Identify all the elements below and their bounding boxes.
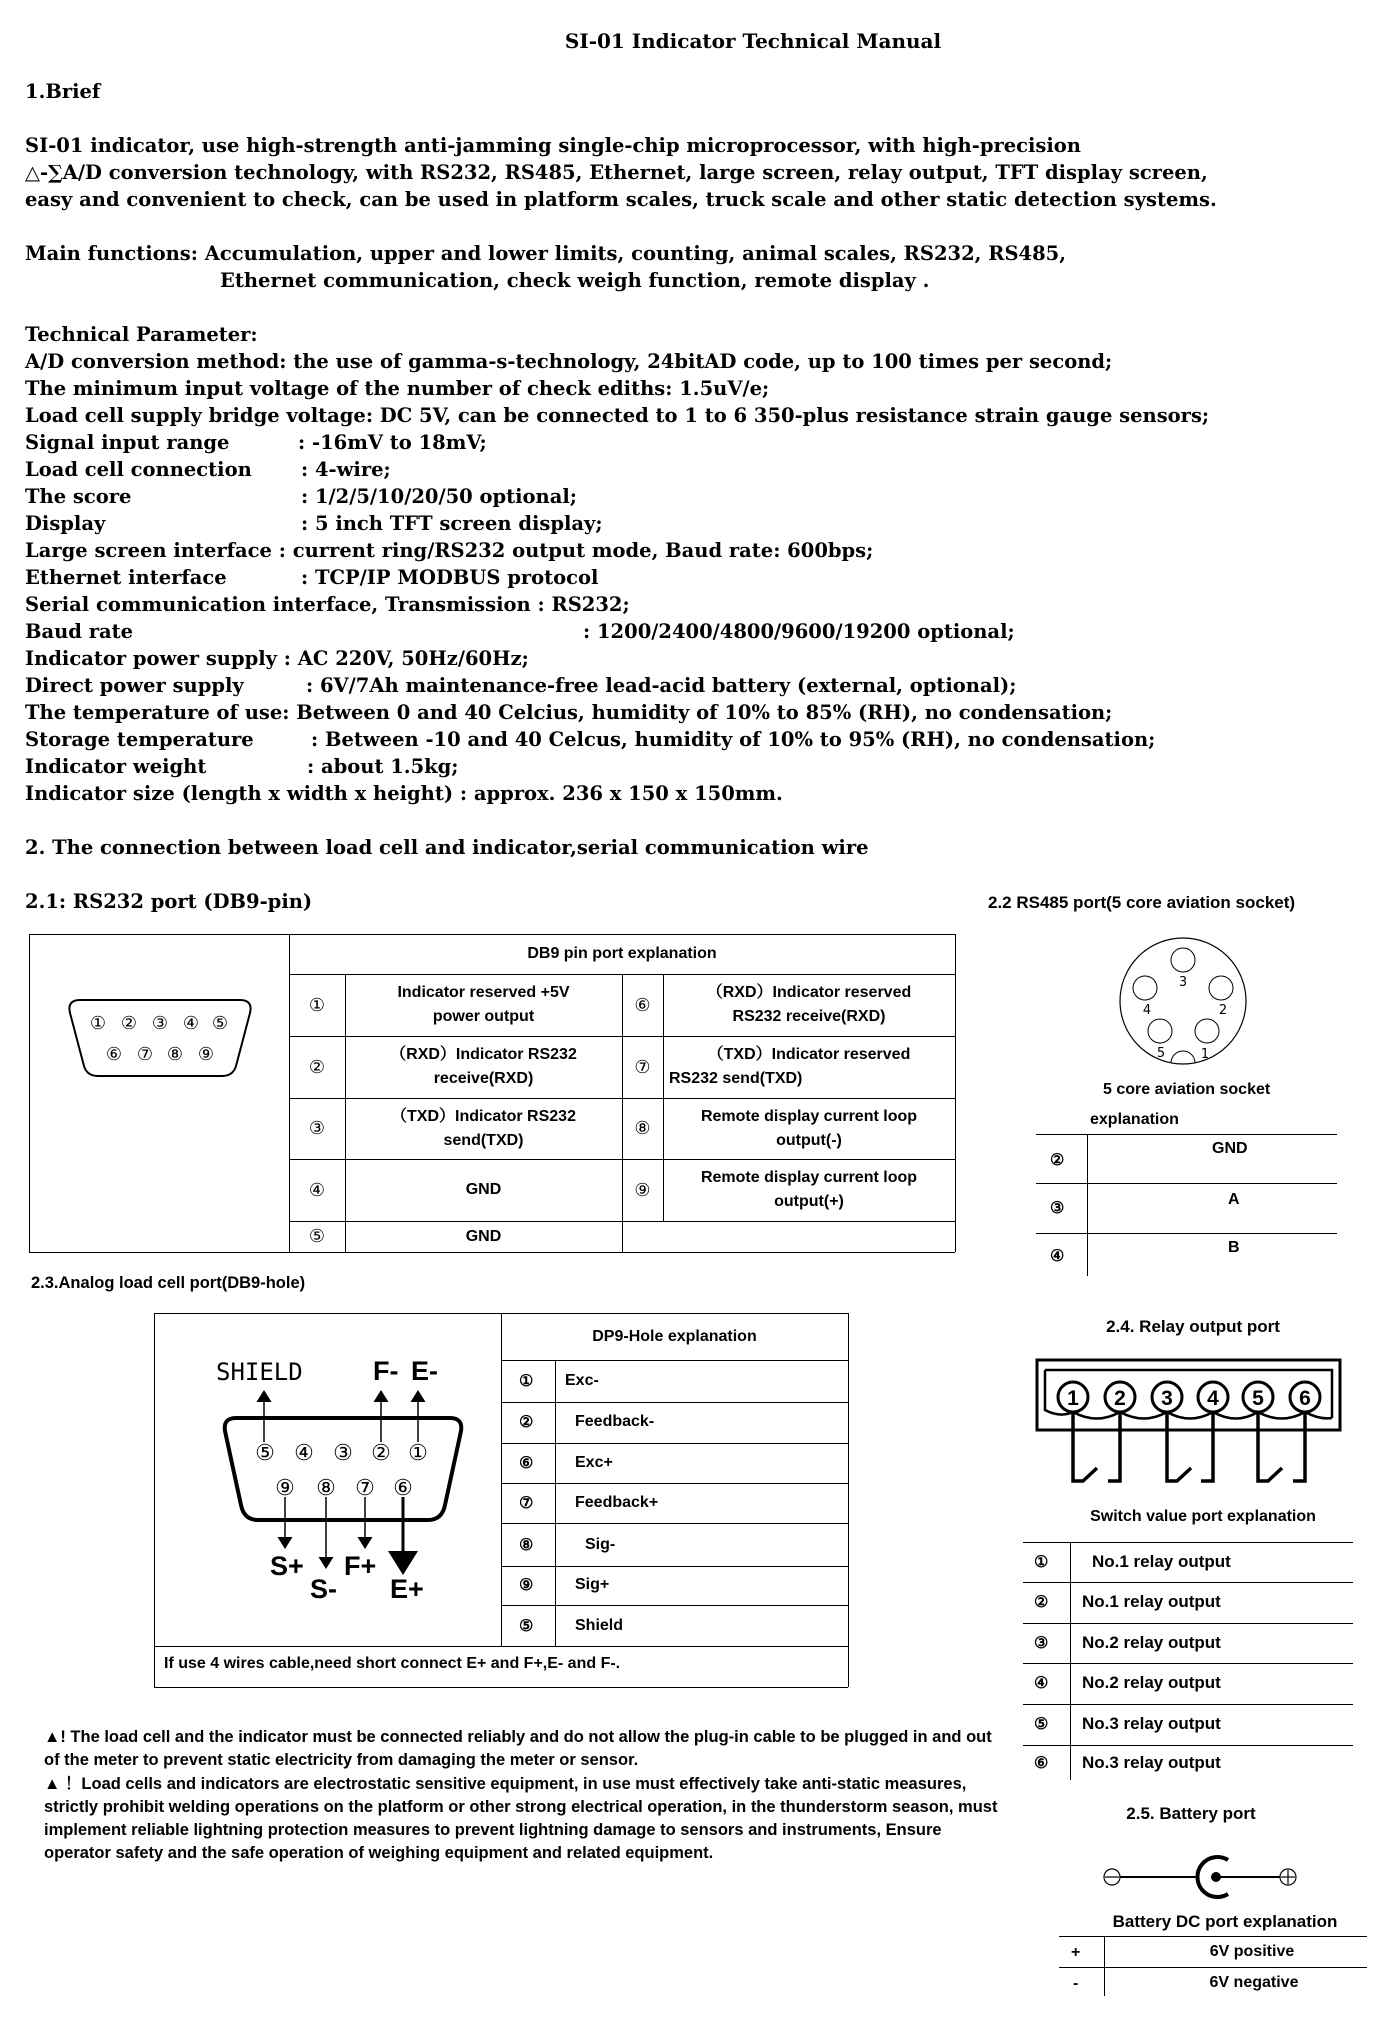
- hole-label: ⑦: [355, 1476, 375, 1501]
- pin-label: ②: [120, 1013, 138, 1034]
- pin-description: Remote display current loop output(-): [700, 1107, 918, 1149]
- relay-table-title: Switch value port explanation: [1090, 1508, 1316, 1525]
- pin-description: GND: [465, 1227, 502, 1245]
- pin-label: ⑧: [166, 1044, 184, 1065]
- section-heading-brief: 1.Brief: [25, 80, 101, 103]
- pin-label: ⑤: [211, 1013, 229, 1034]
- warning-text: ▲ ！Load cells and indicators are electrostatic sensitive equipment, in use must effectively take anti-static measures, strictly prohibit welding operations on the platform or other strong electrical operation, in the thunderstorm season, must implement reliable lightning protection measures to prevent lightning damage to sensors and instruments, Ensure operator safety and the safe operation of weighing equipment and related equipment.: [44, 1774, 998, 1863]
- tech-line: Indicator size (length x width x height) : approx. 236 x 150 x 150mm.: [25, 782, 783, 805]
- hole-label: ②: [371, 1441, 391, 1466]
- pin-number: ④: [308, 1179, 326, 1201]
- pin-description: Indicator reserved +5V power output: [397, 984, 570, 1025]
- pin-description: （RXD）Indicator RS232 receive(RXD): [390, 1046, 577, 1087]
- hole-label: ⑨: [275, 1476, 295, 1501]
- rs485-table-title: explanation: [1090, 1111, 1179, 1128]
- tech-line: Signal input range : -16mV to 18mV;: [25, 431, 487, 454]
- terminal-label: 2: [1114, 1387, 1126, 1410]
- pin-description: （TXD）Indicator reserved RS232 send(TXD): [669, 1046, 911, 1087]
- main-functions-line: Main functions: Accumulation, upper and lower limits, counting, animal scales, RS232, RS485,: [25, 242, 1067, 265]
- section-heading-rs485: 2.2 RS485 port(5 core aviation socket): [988, 893, 1296, 912]
- tech-line: Indicator weight : about 1.5kg;: [25, 755, 459, 778]
- terminal-label: 6: [1299, 1387, 1311, 1410]
- tech-line: Large screen interface : current ring/RS232 output mode, Baud rate: 600bps;: [25, 539, 874, 562]
- socket-pin-label: 1: [1200, 1047, 1210, 1062]
- rs232-table-title: DB9 pin port explanation: [527, 945, 717, 962]
- document-body: [25, 78, 1395, 915]
- pin-label: ④: [182, 1013, 200, 1034]
- section-heading-rs232: 2.1: RS232 port (DB9-pin): [25, 890, 313, 913]
- battery-table-title: Battery DC port explanation: [1112, 1912, 1338, 1931]
- hole-label: ⑥: [393, 1476, 413, 1501]
- rs485-table-title: 5 core aviation socket: [1103, 1081, 1271, 1098]
- pin-number: ①: [308, 994, 326, 1016]
- tech-line: Serial communication interface, Transmission : RS232;: [25, 593, 630, 616]
- tech-line: Load cell supply bridge voltage: DC 5V, can be connected to 1 to 6 350-plus resistance strain gauge sensors;: [25, 404, 1210, 427]
- tech-line: The score : 1/2/5/10/20/50 optional;: [25, 485, 577, 508]
- section-heading-battery: 2.5. Battery port: [1126, 1804, 1256, 1823]
- pin-label: ⑨: [197, 1044, 215, 1065]
- terminal-label: 4: [1207, 1387, 1219, 1410]
- s-plus-label: S+: [270, 1551, 304, 1581]
- battery-dc-symbol: [0, 0, 1, 1]
- section-heading-analog: 2.3.Analog load cell port(DB9-hole): [31, 1274, 306, 1292]
- brief-line: SI-01 indicator, use high-strength anti-jamming single-chip microprocessor, with high-precision: [25, 134, 1081, 157]
- tech-line: A/D conversion method: the use of gamma-s-technology, 24bitAD code, up to 100 times per second;: [25, 350, 1113, 373]
- tech-line: The temperature of use: Between 0 and 40 Celcius, humidity of 10% to 85% (RH), no condensation;: [25, 701, 1113, 724]
- tech-line: The minimum input voltage of the number of check ediths: 1.5uV/e;: [25, 377, 770, 400]
- dp9-note: If use 4 wires cable,need short connect E+ and F+,E- and F-.: [164, 1655, 621, 1672]
- main-functions-line: Ethernet communication, check weigh function, remote display .: [220, 269, 930, 292]
- socket-pin-label: 5: [1156, 1046, 1166, 1061]
- socket-pin-label: 4: [1142, 1003, 1152, 1018]
- pin-number: ⑤: [308, 1226, 326, 1247]
- socket-pin-label: 2: [1218, 1003, 1228, 1018]
- terminal-label: 1: [1067, 1387, 1079, 1410]
- f-plus-label: F+: [344, 1551, 377, 1581]
- e-minus-label: E-: [411, 1356, 438, 1386]
- dp9-table-title: DP9-Hole explanation: [592, 1327, 757, 1345]
- hole-label: ④: [294, 1441, 314, 1466]
- s-minus-label: S-: [310, 1574, 337, 1604]
- warning-text: ▲! The load cell and the indicator must be connected reliably and do not allow the plug-in cable to be plugged in and out of the meter to prevent static electricity from damaging the meter or sensor.: [44, 1728, 992, 1770]
- pin-label: ⑥: [105, 1044, 123, 1065]
- page-title: SI-01 Indicator Technical Manual: [564, 29, 942, 53]
- pin-description: GND: [465, 1181, 502, 1198]
- pin-label: ⑦: [136, 1044, 154, 1065]
- tech-line: Baud rate : 1200/2400/4800/9600/19200 optional;: [25, 620, 1015, 643]
- section-heading-connection: 2. The connection between load cell and indicator,serial communication wire: [25, 836, 869, 859]
- pin-label: ③: [151, 1013, 169, 1034]
- hole-label: ⑧: [316, 1476, 336, 1501]
- tech-line: Indicator power supply : AC 220V, 50Hz/60Hz;: [25, 647, 529, 670]
- brief-line: △-∑A/D conversion technology, with RS232, RS485, Ethernet, large screen, relay output, TFT display screen,: [25, 161, 1208, 184]
- tech-line: Direct power supply : 6V/7Ah maintenance-free lead-acid battery (external, optional);: [25, 674, 1017, 697]
- pin-description: （RXD）Indicator reserved RS232 receive(RXD): [706, 984, 912, 1025]
- warnings: [44, 1726, 1004, 1866]
- hole-label: ⑤: [255, 1441, 275, 1466]
- pin-number: ⑥: [634, 994, 651, 1016]
- brief-line: easy and convenient to check, can be used in platform scales, truck scale and other static detection systems.: [25, 188, 1217, 211]
- hole-label: ①: [408, 1441, 428, 1466]
- terminal-label: 3: [1161, 1387, 1173, 1410]
- pin-label: ①: [89, 1013, 107, 1034]
- e-plus-label: E+: [390, 1574, 424, 1604]
- tech-line: Load cell connection : 4-wire;: [25, 458, 391, 481]
- terminal-label: 5: [1252, 1387, 1264, 1410]
- pin-number: ⑨: [634, 1179, 651, 1201]
- pin-description: Remote display current loop output(+): [700, 1169, 918, 1210]
- shield-label: SHIELD: [216, 1358, 303, 1386]
- pin-number: ⑧: [634, 1118, 651, 1139]
- pin-number: ⑦: [634, 1056, 651, 1078]
- section-heading-relay: 2.4. Relay output port: [1106, 1317, 1280, 1336]
- pin-number: ③: [308, 1118, 326, 1139]
- f-minus-label: F-: [373, 1356, 399, 1386]
- tech-line: Ethernet interface : TCP/IP MODBUS protocol: [25, 566, 599, 589]
- tech-heading: Technical Parameter:: [25, 323, 258, 346]
- tech-line: Display : 5 inch TFT screen display;: [25, 512, 603, 535]
- hole-label: ③: [333, 1441, 353, 1466]
- socket-pin-label: 3: [1178, 975, 1188, 990]
- pin-description: （TXD）Indicator RS232 send(TXD): [391, 1107, 576, 1149]
- tech-line: Storage temperature : Between -10 and 40 Celcus, humidity of 10% to 95% (RH), no condensation;: [25, 728, 1156, 751]
- pin-number: ②: [308, 1056, 326, 1078]
